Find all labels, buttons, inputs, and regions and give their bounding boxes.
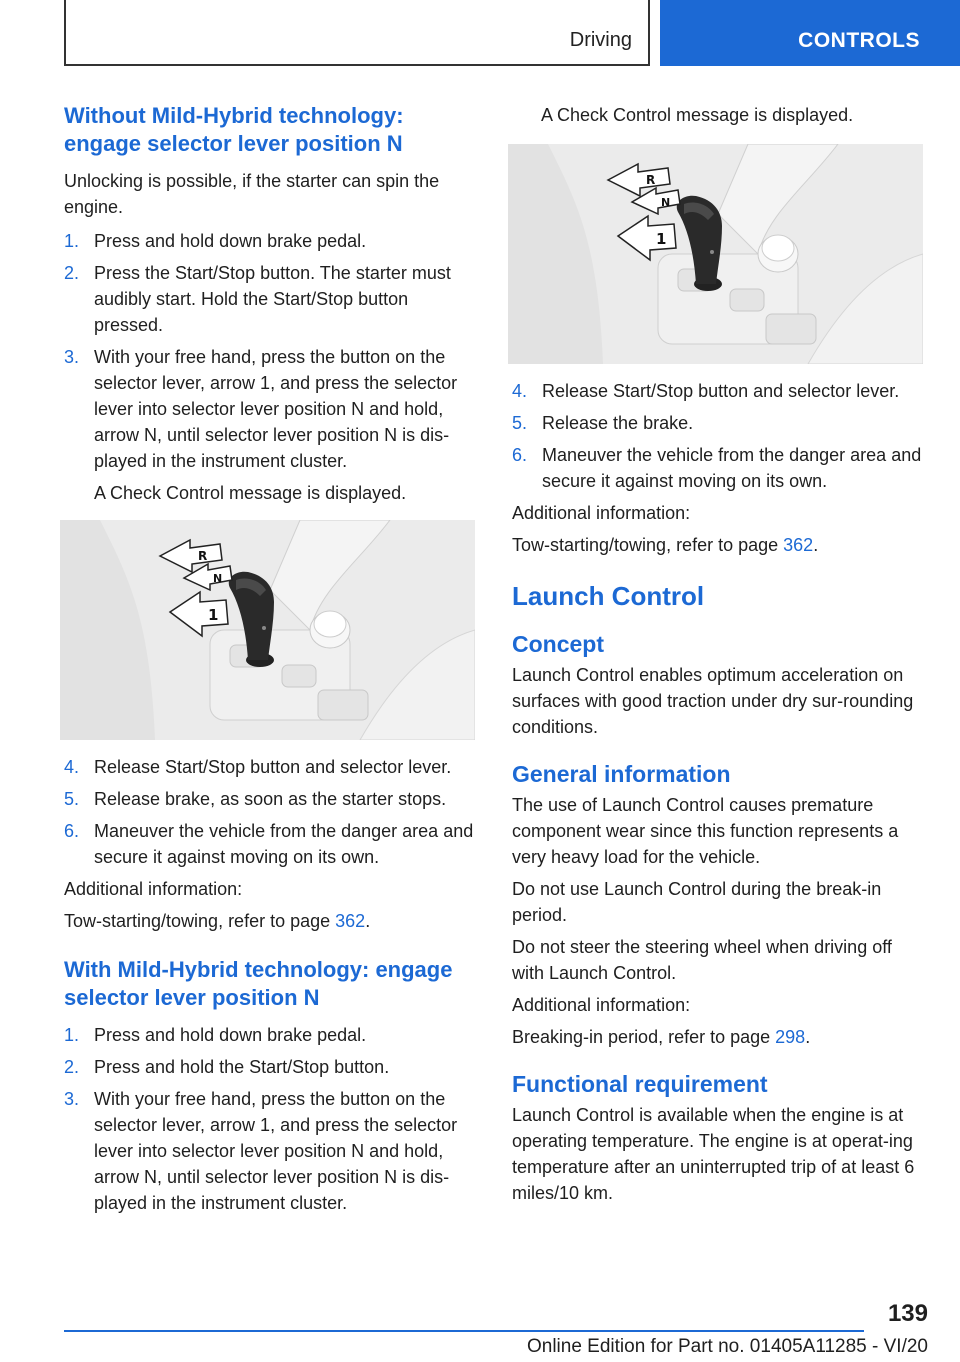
left-column [64,102,478,1222]
steps-list-2 [64,754,478,870]
svg-text:1: 1 [208,606,219,624]
step-number: 5. [512,413,528,433]
step-item [64,818,478,870]
right-column [512,102,928,1206]
additional-info-label-right: Additional information: [512,503,691,523]
general-text-2: Do not use Launch Control during the break-in period. [512,879,882,925]
svg-text:N: N [661,196,671,209]
tow-reference-right: Tow-starting/towing, refer to page 362. [512,535,819,555]
heading-launch-control: Launch Control [512,581,705,611]
selector-lever-figure-right [508,144,923,364]
heading-with-mild-hybrid: With Mild-Hybrid technology: engage selector lever position N [64,957,453,1010]
step-text: Maneuver the vehicle from the danger area and secure it against moving on its own. [94,821,474,867]
functional-requirement-text: Launch Control is available when the engine is at operating temperature. The engine is at operat-ing temperature after an uninterrupted trip of at least 6 miles/10 km. [512,1105,915,1203]
heading-functional-requirement: Functional requirement [512,1071,768,1097]
step-text: Release the brake. [542,413,694,433]
check-control-note: A Check Control message is displayed. [94,483,407,503]
breakin-reference-text: Breaking-in period, refer to page [512,1027,776,1047]
step-text: Press and hold down brake pedal. [94,1025,367,1045]
footer-rule [64,1330,864,1332]
step-text: Press the Start/Stop button. The starter must audibly start. Hold the Start/Stop button pressed. [94,263,451,335]
chapter-tab-label: CONTROLS [798,29,920,52]
step-item [64,1022,478,1048]
step-item [64,1086,478,1216]
step-number: 2. [64,263,80,283]
svg-text:R: R [646,173,656,187]
step-item [64,260,478,338]
step-number: 1. [64,1025,80,1045]
step-item [512,410,928,436]
step-number: 4. [512,381,528,401]
heading-general-information: General information [512,761,731,787]
step-number: 6. [512,445,528,465]
svg-text:R: R [198,549,208,563]
additional-info-label: Additional information: [64,879,243,899]
intro-text: Unlocking is possible, if the starter can spin the engine. [64,171,440,217]
page-link-298[interactable]: 298 [775,1027,806,1047]
steps-list-1 [64,228,478,474]
steps-list-3 [64,1022,478,1216]
step-number: 4. [64,757,80,777]
step-text: With your free hand, press the button on the selector lever, arrow 1, and press the selector lever into selector lever position N and hold, arrow N, until selector lever position N is dis-played in the instrument cluster. [94,347,458,471]
tow-reference: Tow-starting/towing, refer to page 362. [64,911,371,931]
step-item [512,442,928,494]
svg-text:N: N [213,572,223,585]
step-number: 6. [64,821,80,841]
tow-reference-text-right: Tow-starting/towing, refer to page [512,535,784,555]
step-text: Release Start/Stop button and selector lever. [94,757,452,777]
heading-concept: Concept [512,631,604,657]
step-number: 1. [64,231,80,251]
additional-info-label-2: Additional information: [512,995,691,1015]
heading-without-mild-hybrid: Without Mild-Hybrid technology: engage selector lever position N [64,103,404,156]
step-text: Press and hold the Start/Stop button. [94,1057,390,1077]
tow-reference-text: Tow-starting/towing, refer to page [64,911,336,931]
step-text: Release Start/Stop button and selector lever. [542,381,900,401]
step-item [64,1054,478,1080]
step-item [64,786,478,812]
general-text-1: The use of Launch Control causes premature component wear since this function represents a very heavy load for the vehicle. [512,795,899,867]
step-item [64,754,478,780]
step-number: 5. [64,789,80,809]
page-number: 139 [887,1300,928,1327]
step-item [64,344,478,474]
header-box [64,0,650,66]
page-link-362-right[interactable]: 362 [783,535,814,555]
step-text: With your free hand, press the button on the selector lever, arrow 1, and press the selector lever into selector lever position N and hold, arrow N, until selector lever position N is dis-played in the instrument cluster. [94,1089,458,1213]
chapter-tab[interactable] [660,0,960,66]
svg-text:1: 1 [656,230,667,248]
section-title: Driving [569,29,632,51]
footer-edition: Online Edition for Part no. 01405A11285 - VI/20 [526,1336,928,1357]
step-text: Press and hold down brake pedal. [94,231,367,251]
step-text: Release brake, as soon as the starter stops. [94,789,447,809]
breakin-reference: Breaking-in period, refer to page 298. [512,1027,811,1047]
step-item [64,228,478,254]
concept-text: Launch Control enables optimum acceleration on surfaces with good traction under dry sur-rounding conditions. [512,665,914,737]
page-link-362[interactable]: 362 [335,911,366,931]
step-text: Maneuver the vehicle from the danger area and secure it against moving on its own. [542,445,922,491]
check-control-note-right: A Check Control message is displayed. [541,105,854,125]
general-text-3: Do not steer the steering wheel when driving off with Launch Control. [512,937,892,983]
selector-lever-figure [60,520,475,740]
step-number: 3. [64,347,80,367]
step-number: 3. [64,1089,80,1109]
step-number: 2. [64,1057,80,1077]
step-item [512,378,928,404]
steps-list-right [512,378,928,494]
